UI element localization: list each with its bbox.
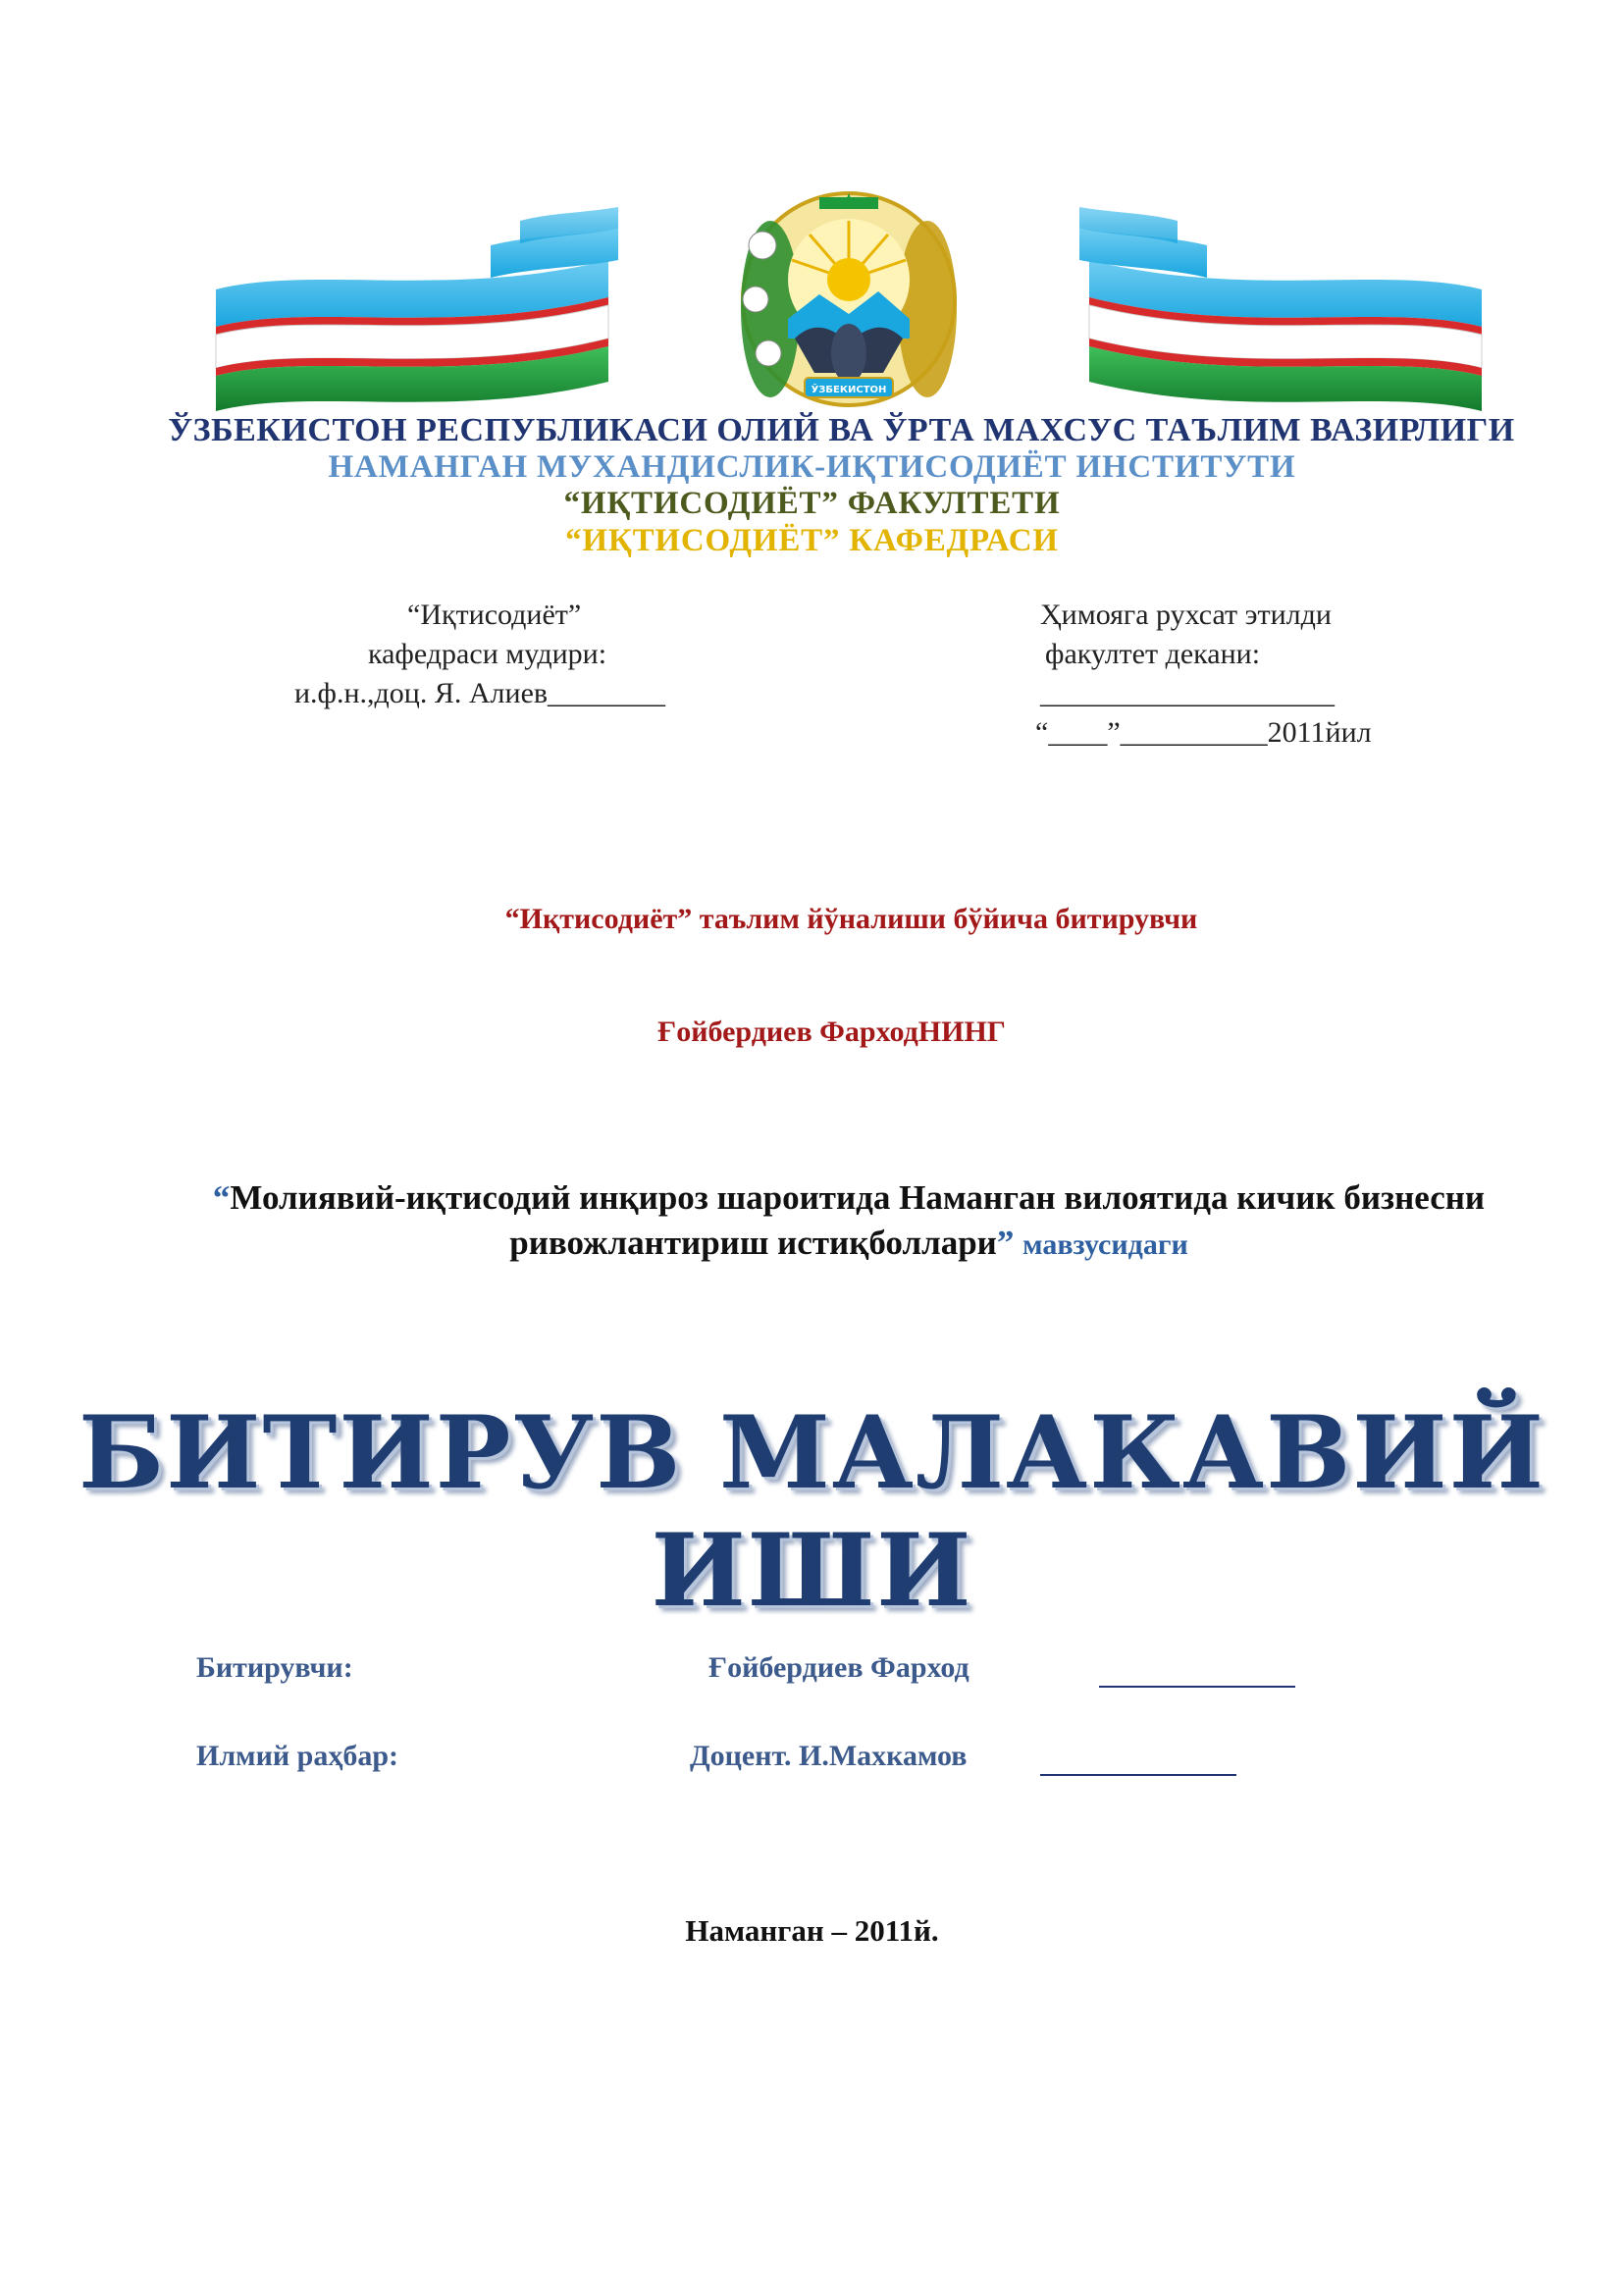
approval-left-line2: кафедраси мудири: [368, 638, 607, 670]
advisor-name: Доцент. И.Махкамов [690, 1740, 968, 1772]
emblem-seal-text: ЎЗБЕКИСТОН [811, 385, 887, 395]
graduate-name: Ғойбердиев Фарход [708, 1651, 969, 1684]
topic-suffix: мавзусидаги [1022, 1228, 1188, 1261]
advisor-signature-line [1040, 1774, 1236, 1776]
approval-left-line1: “Иқтисодиёт” [407, 599, 582, 631]
advisor-label: Илмий раҳбар: [196, 1740, 399, 1772]
thesis-topic [196, 1175, 1501, 1268]
topic-close-quote: ” [996, 1224, 1015, 1262]
student-name-line: Ғойбердиев ФарходНИНГ [657, 1016, 1006, 1048]
approval-right-line4: “____”__________2011йил [1035, 716, 1372, 749]
approval-right-line1: Ҳимояга рухсат этилди [1040, 599, 1332, 631]
topic-text: Молиявий-иқтисодий инқироз шароитида Наманган вилоятида кичик бизнесни ривожлантириш истиқболлари [230, 1178, 1486, 1262]
faculty-heading: “ИҚТИСОДИЁТ” ФАКУЛТЕТИ [563, 486, 1061, 521]
approval-right-line2: факултет декани: [1045, 638, 1261, 670]
coat-of-arms [741, 193, 957, 405]
flag-ribbon-left [216, 207, 618, 411]
flag-ribbon-right [1079, 207, 1482, 411]
document-title-line1: БИТИРУВ МАЛАКАВИЙ [78, 1394, 1546, 1512]
department-head-approval [285, 599, 716, 716]
state-emblem-banner [196, 191, 1501, 432]
approval-left-line3: и.ф.н.,доц. Я. Алиев________ [294, 677, 666, 709]
study-direction-line: “Иқтисодиёт” таълим йўналиши бўйича битирувчи [504, 903, 1198, 935]
graduate-signature-line [1099, 1686, 1295, 1688]
graduate-label: Битирувчи: [196, 1651, 353, 1684]
approval-right-line3: ____________________ [1040, 677, 1335, 709]
city-year: Наманган – 2011й. [685, 1913, 939, 1948]
department-heading: “ИҚТИСОДИЁТ” КАФЕДРАСИ [565, 523, 1059, 558]
institute-heading: НАМАНГАН МУХАНДИСЛИК-ИҚТИСОДИЁТ ИНСТИТУТИ [328, 449, 1296, 485]
document-title-line2: ИШИ [651, 1512, 973, 1630]
topic-open-quote: “ [212, 1178, 231, 1217]
dean-approval [1035, 599, 1467, 756]
ministry-heading: ЎЗБЕКИСТОН РЕСПУБЛИКАСИ ОЛИЙ ВА ЎРТА МАХСУС ТАЪЛИМ ВАЗИРЛИГИ [168, 412, 1515, 448]
